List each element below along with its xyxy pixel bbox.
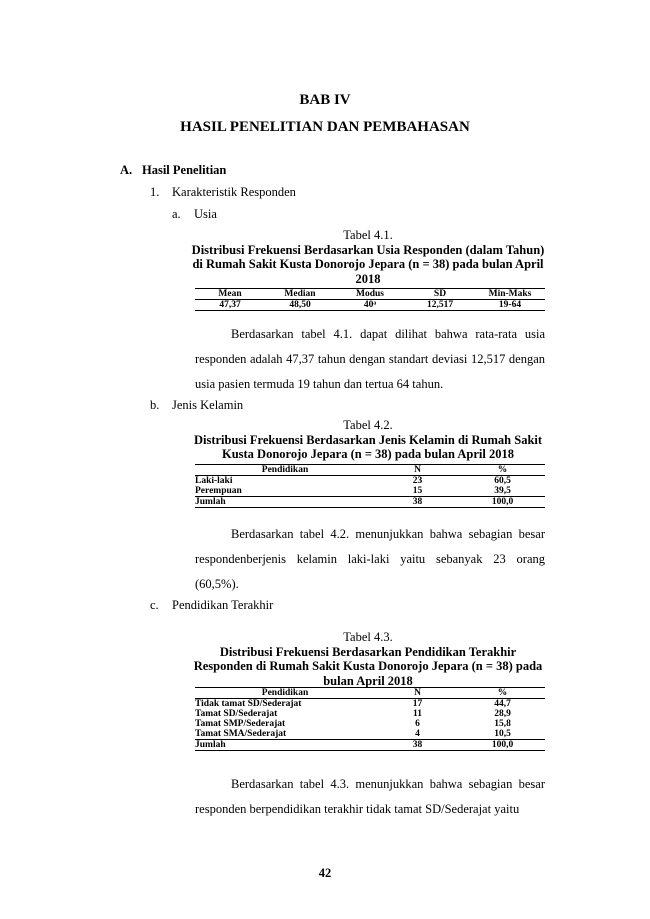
chapter-number: BAB IV xyxy=(299,92,351,108)
subsection-1-marker: 1. xyxy=(150,185,160,199)
table-2-total-label: Jumlah xyxy=(195,497,375,508)
table-1-caption xyxy=(190,228,546,286)
table-3-header-n: N xyxy=(375,688,460,699)
table-2-cell-percent: 39,5 xyxy=(494,486,511,496)
table-2-caption xyxy=(190,418,546,462)
table-3-caption xyxy=(190,630,546,688)
table-row xyxy=(195,719,545,729)
chapter-title: HASIL PENELITIAN DAN PEMBAHASAN xyxy=(180,119,470,135)
subsection-b-heading xyxy=(150,398,243,413)
table-3-cell-n: 11 xyxy=(413,709,422,719)
table-1-cell-mean: 47,37 xyxy=(195,300,265,311)
subsection-a-marker: a. xyxy=(172,207,181,221)
table-2 xyxy=(195,464,545,508)
table-1-cell-median: 48,50 xyxy=(265,300,335,311)
table-row xyxy=(195,486,545,497)
table-2-header-n: N xyxy=(375,465,460,476)
table-3-cell-percent: 10,5 xyxy=(494,729,511,739)
paragraph-1-text: Berdasarkan tabel 4.1. dapat dilihat bahwa rata-rata usia responden adalah 47,37 tahun dengan standart deviasi 12,517 dengan usia pasien termuda 19 tahun dan tertua 64 tahun. xyxy=(195,327,545,391)
paragraph-1 xyxy=(195,322,545,397)
subsection-c-marker: c. xyxy=(150,598,159,612)
table-1-cell-minmaks: 19-64 xyxy=(475,300,545,311)
table-2-cell-label: Perempuan xyxy=(195,486,242,496)
table-2-cell-n: 23 xyxy=(412,476,423,486)
table-row xyxy=(195,729,545,740)
table-1-header-modus: Modus xyxy=(335,289,405,300)
table-1-cell-modus: 40ᵃ xyxy=(335,300,405,311)
subsection-c-heading xyxy=(150,598,273,613)
table-3-header-pendidikan: Pendidikan xyxy=(195,688,375,699)
table-row xyxy=(195,476,545,487)
table-1-header-sd: SD xyxy=(405,289,475,300)
table-2-header-percent: % xyxy=(460,465,545,476)
table-2-cell-label: Laki-laki xyxy=(195,476,233,486)
table-3-cell-n: 4 xyxy=(415,729,420,739)
table-3-cell-percent: 44,7 xyxy=(494,699,511,709)
subsection-b-marker: b. xyxy=(150,398,160,412)
section-a-heading xyxy=(120,163,226,178)
table-3-cell-n: 17 xyxy=(412,699,423,709)
table-2-title: Tabel 4.2. xyxy=(343,418,393,432)
table-row xyxy=(195,699,545,710)
subsection-a-title: Usia xyxy=(194,207,217,221)
table-3 xyxy=(195,687,545,751)
table-2-cell-percent: 60,5 xyxy=(494,476,511,486)
table-1-title: Tabel 4.1. xyxy=(343,228,393,242)
paragraph-2 xyxy=(195,522,545,597)
subsection-1-heading xyxy=(150,185,296,200)
section-a-marker: A. xyxy=(120,163,133,177)
table-3-cell-n: 6 xyxy=(415,719,420,729)
table-2-description: Distribusi Frekuensi Berdasarkan Jenis Kelamin di Rumah Sakit Kusta Donorojo Jepara (n = 38) pada bulan April 2018 xyxy=(193,432,543,461)
table-1-header-minmaks: Min-Maks xyxy=(475,289,545,300)
table-3-cell-label: Tamat SD/Sederajat xyxy=(195,709,278,719)
table-3-cell-percent: 28,9 xyxy=(494,709,511,719)
table-1-description: Distribusi Frekuensi Berdasarkan Usia Responden (dalam Tahun) di Rumah Sakit Kusta Donorojo Jepara (n = 38) pada bulan April 2018 xyxy=(191,242,545,286)
table-2-total-percent: 100,0 xyxy=(460,497,545,508)
table-2-total-n: 38 xyxy=(375,497,460,508)
table-2-header-pendidikan: Pendidikan xyxy=(195,465,375,476)
table-3-total-label: Jumlah xyxy=(195,740,375,751)
table-2-total-row xyxy=(195,497,545,508)
table-row xyxy=(195,300,545,311)
table-3-cell-percent: 15,8 xyxy=(494,719,511,729)
table-3-cell-label: Tidak tamat SD/Sederajat xyxy=(195,699,302,709)
table-3-total-n: 38 xyxy=(375,740,460,751)
table-1 xyxy=(195,288,545,311)
table-3-total-row xyxy=(195,740,545,751)
table-2-header-row xyxy=(195,465,545,476)
table-3-total-percent: 100,0 xyxy=(460,740,545,751)
table-1-cell-sd: 12,517 xyxy=(405,300,475,311)
table-3-cell-label: Tamat SMA/Sederajat xyxy=(195,729,287,739)
subsection-1-title: Karakteristik Responden xyxy=(172,185,296,199)
table-1-header-mean: Mean xyxy=(195,289,265,300)
section-a-title: Hasil Penelitian xyxy=(142,163,227,177)
table-1-header-median: Median xyxy=(265,289,335,300)
table-1-header-row xyxy=(195,289,545,300)
table-3-header-percent: % xyxy=(460,688,545,699)
subsection-a-heading xyxy=(172,207,217,222)
paragraph-3 xyxy=(195,772,545,822)
subsection-c-title: Pendidikan Terakhir xyxy=(172,598,274,612)
paragraph-2-text: Berdasarkan tabel 4.2. menunjukkan bahwa sebagian besar respondenberjenis kelamin laki-laki yaitu sebanyak 23 orang (60,5%). xyxy=(195,527,545,591)
table-3-header-row xyxy=(195,688,545,699)
subsection-b-title: Jenis Kelamin xyxy=(172,398,244,412)
table-3-cell-label: Tamat SMP/Sederajat xyxy=(195,719,286,729)
table-row xyxy=(195,709,545,719)
table-3-description: Distribusi Frekuensi Berdasarkan Pendidikan Terakhir Responden di Rumah Sakit Kusta Donorojo Jepara (n = 38) pada bulan April 2018 xyxy=(193,644,543,688)
page-number: 42 xyxy=(318,866,332,880)
table-3-title: Tabel 4.3. xyxy=(343,630,393,644)
table-2-cell-n: 15 xyxy=(412,486,423,496)
paragraph-3-text: Berdasarkan tabel 4.3. menunjukkan bahwa sebagian besar responden berpendidikan terakhir tidak tamat SD/Sederajat yaitu xyxy=(195,777,545,816)
